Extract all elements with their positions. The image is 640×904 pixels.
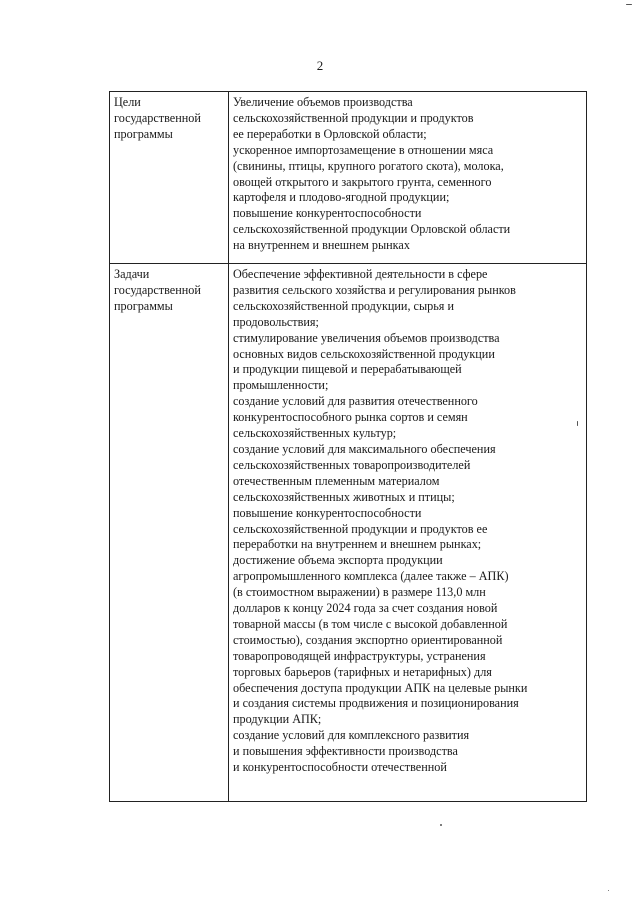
row-label-line: государственной [114,110,201,125]
row-content-cell [229,92,587,264]
scan-speck [626,4,632,5]
content-line: конкурентоспособного рынка сортов и семян [233,410,468,425]
scan-speck [440,824,442,826]
content-line: промышленности; [233,378,329,393]
scan-speck [577,421,578,426]
content-line: переработки на внутреннем и внешнем рынках; [233,537,482,552]
content-line: сельскохозяйственных товаропроизводителей [233,457,471,472]
content-line: ускоренное импортозамещение в отношении мяса [233,142,494,157]
content-line: достижение объема экспорта продукции [233,553,443,568]
content-line: продовольствия; [233,314,319,329]
content-line: сельскохозяйственной продукции, сырья и [233,298,454,313]
row-label-cell [110,92,229,264]
content-line: отечественным племенным материалом [233,473,440,488]
content-line: (в стоимостном выражении) в размере 113,0 млн [233,585,486,600]
content-line: стоимостью), создания экспортно ориентированной [233,632,503,647]
row-label-line: Цели [114,95,141,109]
content-line: сельскохозяйственной продукции и продуктов ее [233,521,488,536]
content-line: товаропроводящей инфраструктуры, устранения [233,648,486,663]
program-passport-table [109,91,587,802]
content-line: создание условий для развития отечественного [233,394,478,409]
row-label-line: Задачи [114,267,150,281]
content-line: повышение конкурентоспособности [233,206,422,221]
content-line: овощей открытого и закрытого грунта, семенного [233,174,492,189]
content-line: (свинины, птицы, крупного рогатого скота), молока, [233,158,504,173]
content-line: картофеля и плодово-ягодной продукции; [233,190,450,205]
content-line: ее переработки в Орловской области; [233,126,427,141]
content-line: торговых барьеров (тарифных и нетарифных) для [233,664,492,679]
content-line: сельскохозяйственной продукции и продуктов [233,110,474,125]
content-line: и создания системы продвижения и позиционирования [233,696,519,711]
content-line: сельскохозяйственных животных и птицы; [233,489,455,504]
row-label-line: программы [114,126,173,141]
row-content-cell [229,264,587,802]
content-line: и конкурентоспособности отечественной [233,760,447,775]
table-row-tasks [110,264,587,802]
content-line: товарной массы (в том числе с высокой добавленной [233,616,508,631]
content-line: создание условий для комплексного развития [233,728,470,743]
row-label-cell [110,264,229,802]
content-line: и продукции пищевой и перерабатывающей [233,362,462,377]
content-line: продукции АПК; [233,712,322,727]
content-line: сельскохозяйственных культур; [233,426,397,441]
content-line: долларов к концу 2024 года за счет создания новой [233,601,498,616]
scan-speck [608,890,609,891]
content-line: обеспечения доступа продукции АПК на целевые рынки [233,680,528,695]
row-label-line: государственной [114,282,201,297]
content-line: Увеличение объемов производства [233,95,413,109]
page-number: 2 [316,58,324,73]
content-line: стимулирование увеличения объемов производства [233,330,500,345]
content-line: агропромышленного комплекса (далее также – АПК) [233,569,509,584]
table-row-goals [110,92,587,264]
row-label-line: программы [114,298,173,313]
content-line: создание условий для максимального обеспечения [233,441,496,456]
content-line: развития сельского хозяйства и регулирования рынков [233,282,516,297]
content-line: Обеспечение эффективной деятельности в сфере [233,267,488,281]
content-line: и повышения эффективности производства [233,744,458,759]
content-line: на внутреннем и внешнем рынках [233,238,410,253]
content-line: основных видов сельскохозяйственной продукции [233,346,495,361]
content-line: повышение конкурентоспособности [233,505,422,520]
content-line: сельскохозяйственной продукции Орловской области [233,222,511,237]
